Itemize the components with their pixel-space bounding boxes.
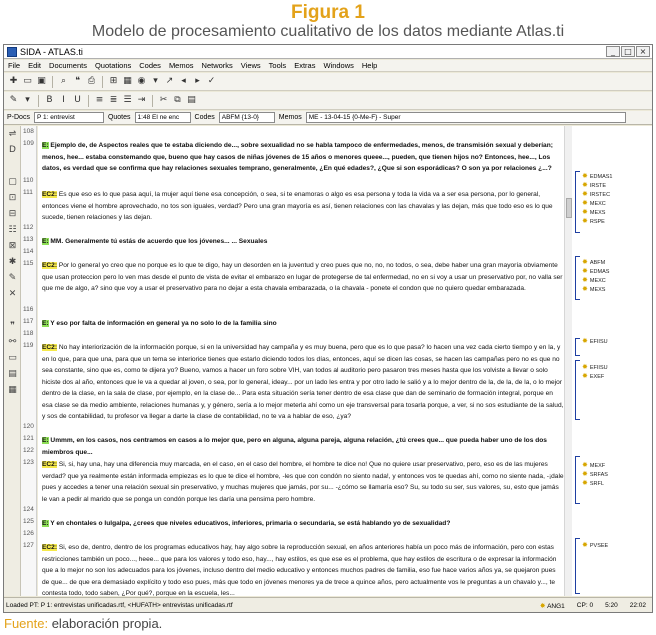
indent-icon[interactable]: ⇥ [137,95,146,105]
transcript-paragraph[interactable] [42,518,564,530]
window-title: SIDA - ATLAS.ti [20,46,83,57]
code-name: MEXS [589,286,606,293]
copy-icon[interactable]: ⧉ [174,95,181,105]
code-tag[interactable] [582,182,606,189]
globe-icon[interactable]: ◉ [137,76,146,86]
display-icon[interactable]: ▭ [8,353,17,363]
code-tag[interactable] [582,480,604,487]
toolbar-divider [38,95,39,107]
app-icon [7,47,17,57]
code-name: MEXC [589,200,606,207]
paragraph-text: Y eso por falta de información en general ya no solo lo de la familia sino [48,320,277,327]
status-loaded-text: Loaded PT: P 1: entrevistas unificadas.rtf, <HUFATH> entrevistas unificadas.rtf [6,602,233,609]
code-star-icon: ✸ [582,276,588,284]
code-tag[interactable] [582,373,604,380]
document-selector-bar [4,111,652,125]
code-star-icon: ✸ [582,217,588,225]
in-vivo-icon[interactable]: ⊠ [8,241,17,251]
quote-marks-icon[interactable]: ❞ [10,321,15,331]
vertical-toolbar [4,126,21,596]
open-icon[interactable]: ▭ [23,76,32,86]
font-dropdown-icon[interactable]: ▾ [25,95,30,105]
code-star-icon: ✸ [582,470,588,478]
line-number: 117 [23,318,34,325]
menu-edit[interactable]: Edit [28,61,42,70]
code-star-icon: ✸ [582,372,588,380]
open-code-icon[interactable]: ⊟ [8,209,17,219]
code-name: IRSTEC [589,191,611,198]
spacer-icon [4,158,21,174]
transcript-paragraph[interactable] [42,260,564,295]
new-icon[interactable]: ✚ [9,76,18,86]
code-tag[interactable] [582,277,606,284]
code-name: EFIISU [589,364,608,371]
line-number: 120 [23,423,34,430]
menu-help[interactable]: Help [361,61,378,70]
code-tag[interactable] [582,200,606,207]
create-quote-icon[interactable]: ⊡ [8,193,17,203]
pin-icon[interactable]: ↗ [165,76,174,86]
source-label: Fuente: [4,616,49,631]
back-icon[interactable]: ◂ [181,76,186,86]
line-number: 124 [23,506,34,513]
settings-icon[interactable]: ▦ [8,385,17,395]
status-position: 5:20 [605,602,618,609]
quotation-bracket[interactable] [575,256,580,300]
code-name: EXEF [589,373,605,380]
code-star-icon: ✸ [582,285,588,293]
paragraph-text: Es que eso es lo que pasa aquí, la mujer aquí tiene esa concepción, o sea, si te enamoras o algo es esa persona y toda la vida va a ser esa persona, por lo general, entonces viene el hombre aprovechado, no tos son iguales, verdad? Pero una gran mayoría es así, tienen relaciones con las chavalas y las dejan, más que todo eso es lo que sucede, tienen relaciones y las dejan. [42,191,553,221]
user-icon: ✸ [539,601,546,610]
code-name: PVSEE [589,542,609,549]
toolbar-divider [88,95,89,107]
code-name: MEXS [589,209,606,216]
frame-icon[interactable]: ▢ [8,177,17,187]
menu-quotations[interactable]: Quotations [94,61,132,70]
quotation-bracket[interactable] [575,338,580,356]
minimize-button[interactable]: _ [606,46,620,57]
unlink-icon[interactable]: ✕ [8,289,17,299]
document-text-area[interactable] [38,126,571,596]
line-number: 119 [23,342,34,349]
code-tag[interactable] [582,209,605,216]
line-number: 125 [23,518,34,525]
code-name: SRFL [589,480,604,487]
menu-networks[interactable]: Networks [201,61,233,70]
menu-views[interactable]: Views [240,61,261,70]
line-number: 118 [23,330,34,337]
code-star-icon: ✸ [582,267,588,275]
code-icon[interactable]: ✱ [8,257,17,267]
underline-icon[interactable]: U [74,95,81,105]
code-star-icon: ✸ [582,363,588,371]
memos-dropdown[interactable]: ME - 13-04-15 {0-Me-F} - Super [306,112,626,123]
close-button[interactable]: × [636,46,650,57]
line-number: 127 [23,542,34,549]
print-icon[interactable]: ⎙ [87,76,96,86]
quotation-bracket[interactable] [575,360,580,420]
code-name: EDMAS1 [589,173,613,180]
memos-label: Memos [278,114,302,121]
figure-subtitle: Modelo de procesamiento cualitativo de los datos mediante Atlas.ti [91,23,565,40]
code-tag[interactable] [582,268,609,275]
maximize-button[interactable]: □ [621,46,635,57]
dropdown-icon[interactable]: ▾ [153,76,158,86]
grid-icon[interactable]: ▦ [123,76,132,86]
paragraph-text: Por lo general yo creo que no porque es lo que te digo, hay un desorden en la juventud y creo pues que no, no, no todos, o sea, debe haber una gran mayoría obviamente que usan proteccion pero lo ven mas desde el punto de vista de evitar el embarazo en lugar de protegerse de tal enfermedad, no en si voy a usar un preservativo por, no valla ser que me de algo, a? sino que voy a usar el preservativo para no dejar a esta chavala embarazada, o la chavala - ponete el condon que no quiero quedar embarazada. [42,262,563,292]
paragraph-text: MM. Generalmente tú estás de acuerdo que los jóvenes... ... Sexuales [48,238,268,245]
window-controls [606,46,650,57]
status-user [534,602,571,610]
speaker-label: EC2: [42,191,58,198]
code-tag[interactable] [582,259,605,266]
code-tag[interactable] [582,286,605,293]
quotation-bracket[interactable] [575,538,580,594]
pdocs-dropdown[interactable]: P 1: entrevist [34,112,104,123]
list-icon[interactable]: ☰ [123,95,132,105]
menu-tools[interactable]: Tools [268,61,287,70]
code-tag[interactable] [582,191,610,198]
speaker-label: EC2: [42,262,58,269]
line-number: 113 [23,236,34,243]
check-icon[interactable]: ✓ [207,76,216,86]
window-titlebar [4,45,652,59]
line-number: 126 [23,530,34,537]
code-name: IRSTE [589,182,607,189]
spacer-icon [4,302,21,318]
quotes-label: Quotes [107,114,131,121]
line-number-gutter [21,126,37,596]
code-tag[interactable] [582,218,605,225]
transcript-paragraph[interactable] [42,318,564,330]
paragraph-text: Ummm, en los casos, nos centramos en casos a lo mejor que, pero en alguna, alguna pareja, alguna relación, ¿tú crees que... que pueda haber uno de los dos miembros que... [42,437,547,456]
menu-bar [4,60,652,72]
paragraph-text: Y en chontales o Iulgalpa, ¿crees que niveles educativos, inferiores, primaria o secundaria, se está hablando yo de sexualidad? [48,520,451,527]
speaker-label: E: [42,238,49,245]
code-star-icon: ✸ [582,190,588,198]
line-number: 115 [23,260,34,267]
speaker-label: E: [42,320,49,327]
code-star-icon: ✸ [582,461,588,469]
speaker-label: E: [42,437,49,444]
pen-icon[interactable]: ✎ [9,95,18,105]
transcript-paragraph[interactable] [42,189,564,224]
paste-icon[interactable]: ▤ [187,95,196,105]
source-text: elaboración propia. [48,616,163,631]
code-name: MEXC [589,277,606,284]
line-number: 112 [23,224,34,231]
quotes-dropdown[interactable]: 1:48 El ne enc [135,112,191,123]
line-number: 108 [23,128,34,135]
code-tag[interactable] [582,471,608,478]
code-star-icon: ✸ [582,541,588,549]
code-tag[interactable] [582,364,608,371]
main-toolbar [4,73,652,91]
browse-icon[interactable]: ▤ [8,369,17,379]
code-tag[interactable] [582,173,613,180]
code-list-icon[interactable]: ☷ [8,225,17,235]
transcript-paragraph[interactable] [42,236,564,248]
code-star-icon: ✸ [582,208,588,216]
quotation-bracket[interactable] [575,171,580,233]
quote-icon[interactable]: ❝ [75,76,80,86]
toolbar-divider [52,76,53,88]
paragraph-text: No hay interiorización de la información porque, si en la universidad hay campaña y es muy buena, pero que es lo que pasa? lo hacen una vez cada cierto tiempo y en la, y en lo que, para que una, para que un tema se interiorice tienes que estarlo diciendo todos los días, entonces, aquí se dicen las cosas, se hacen las campañas pero no es que no sea constante, sino que es, como te dijera yo? Bueno, vamos a hacer un foro sobre VIH, van todos al auditorio pero pasaron tres meses hasta que los volviste a llevar o solo hiciste dos al año, entonces que le va a quedar al joven, o sea, por lo general, ideay... por un lado les entra y por otro lado le salió y a lo mejor dentro de la, de la, de la, o lo mejor dentro de la clase, en la sala de clase, por ejemplo, en la clase de... Para esta situación sería tener dentro de esa clase que dan de seminario de formación integral, porque en esa clase se da medio ambiente, relaciones humanas y, y género, sería a lo mejor meterla ahí como un eje transversal para tosarla porque, a ver, si no sos estudiante de la salud, y sos de contabilidad, tu profesor va llegar a darte la clase de contabilidad, no te va a hablar de eso, ¿ya? [42,344,564,420]
format-toolbar [4,92,652,110]
toolbar-divider [152,95,153,107]
status-bar [4,597,652,613]
menu-file[interactable]: File [8,61,21,70]
link-icon[interactable]: ⚯ [8,337,17,347]
quotation-bracket[interactable] [575,456,580,504]
line-number: 123 [23,459,34,466]
menu-codes[interactable]: Codes [139,61,161,70]
code-star-icon: ✸ [582,199,588,207]
status-cp: CP: 0 [576,602,594,609]
code-name: RSPE [589,218,605,225]
codes-dropdown[interactable]: ABFM {13-0} [219,112,275,123]
network-icon[interactable]: ⊞ [109,76,118,86]
code-tag[interactable] [582,542,608,549]
code-name: MEXF [589,462,606,469]
menu-extras[interactable]: Extras [294,61,316,70]
memo-icon[interactable]: ✎ [8,273,17,283]
paragraph-text: Ejemplo de, de Aspectos reales que te estaba diciendo de..., sobre sexualidad no se habla tampoco de enfermedades, menos, de transmisión sexual y deberían; menos, hee... estaba constemando que, bueno que hay casos de niñas jóvenes de 15 años o menores queee..., pueden, que tienen hijos no? Entonces, hee..., Los datos, es verdad que se confirma que hay relaciones sexuales temprano, generalmente, ¿En qué edades?, ¿Que si son esporádicas? O son ya por relaciones ¿...? [42,142,553,172]
line-number: 111 [23,189,33,196]
bold-icon[interactable]: B [46,95,53,105]
document-icon[interactable]: D [9,145,16,155]
code-name: EDMAS [589,268,610,275]
line-number: 114 [23,248,34,255]
align-left-icon[interactable]: ≡ [95,95,104,105]
status-time: 22:02 [629,602,646,609]
speaker-label: EC2: [42,344,58,351]
save-icon[interactable]: ▣ [37,76,46,86]
code-star-icon: ✸ [582,181,588,189]
menu-memos[interactable]: Memos [168,61,194,70]
speaker-label: E: [42,520,49,527]
cut-icon[interactable]: ✂ [159,95,168,105]
menu-documents[interactable]: Documents [49,61,87,70]
paragraph-text: Si, si, hay una, hay una diferencia muy marcada, en el caso, en el caso del hombre, el hombre te dice no! Que no quiere usar preservativo, pero, eso es de las mujeres verdad? que ya realmente están informada empiezas es lo que te dice el hombre, -les que con condón no siento nada!, y entonces vos te quedas ahí, como no siente nada, -¡dale pues y accedes a tener una relación sexual sin preservativo, y muchas mujeres que jamás, por su... -¿cómo se llamaría eso? Su, su todo su ser, sus valores, su, esto que jamás le van a pedir al marido que se ponga un condón porque les daría una pensima pero hombre. [42,461,564,503]
code-name: EFIISU [589,338,608,345]
vertical-scrollbar[interactable] [564,126,572,596]
search-icon[interactable]: ⌕ [60,76,67,86]
code-star-icon: ✸ [582,479,588,487]
menu-windows[interactable]: Windows [323,61,354,70]
figure-source [4,616,162,631]
paragraph-text: Si, eso de, dentro, dentro de los programas educativos hay, hay algo sobre la reproducción sexual, en años anteriores había un poco más de información, pero con estas restricciones también un poco..., heee... que para los valores y todo eso, hay..., hay estilos, es que ese es el problema, que hay estilos de escritura o de expresar la información que a lo mejor no son los adecuados para los jóvenes, incluso dentro del medio educativo y entonces muchos padres de familia, eso fue hace varios años ya, se quejaron pues de que... de que era demasiado explícito y todo eso pues, más que todo en jóvenes menores ya de trece a quince años, pero actualmente vos le preguntas a un chavalo y..., te contesta todo, todo saben, ¿Por qué?, porque en la escuela, les... [42,544,557,596]
figure-title: Figura 1 [291,2,365,23]
toolbar-divider [102,76,103,88]
code-tag[interactable] [582,338,608,345]
code-name: ABFM [589,259,606,266]
transcript-paragraph[interactable] [42,435,564,458]
speaker-label: EC2: [42,461,58,468]
italic-icon[interactable]: I [62,95,65,105]
transcript-paragraph[interactable] [42,542,564,596]
line-number: 109 [23,140,34,147]
code-name: SRFAS [589,471,608,478]
transcript-paragraph[interactable] [42,342,564,423]
forward-icon[interactable]: ▸ [195,76,200,86]
status-user-text: ANG1 [547,602,565,610]
codes-label: Codes [194,114,215,121]
code-star-icon: ✸ [582,172,588,180]
atlas-ti-window [3,44,653,613]
align-center-icon[interactable]: ≣ [109,95,118,105]
transcript-paragraph[interactable] [42,140,564,175]
code-star-icon: ✸ [582,258,588,266]
transcript-paragraph[interactable] [42,459,564,505]
code-star-icon: ✸ [582,337,588,345]
line-number: 121 [23,435,34,442]
line-number: 116 [23,306,34,313]
quote-arrow-icon[interactable]: ⇌ [8,129,17,139]
code-margin-area[interactable] [572,126,653,596]
pdocs-label: P-Docs [7,114,30,121]
line-number: 110 [23,177,34,184]
code-tag[interactable] [582,462,605,469]
line-number: 122 [23,447,34,454]
speaker-label: EC2: [42,544,58,551]
speaker-label: E: [42,142,49,149]
